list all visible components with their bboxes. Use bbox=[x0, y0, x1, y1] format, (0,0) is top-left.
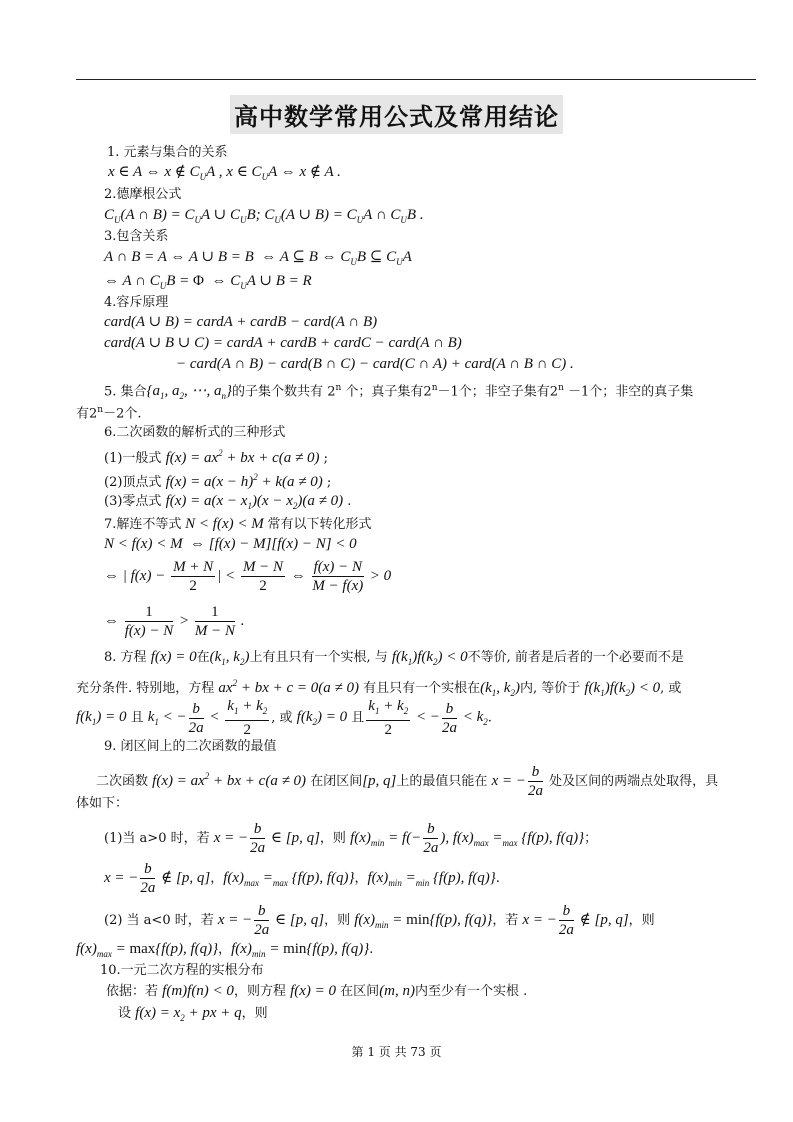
section-10-setup: 设 $f(x) = x_2$ + px + q，则 bbox=[118, 1005, 268, 1023]
section-4-formula-1: card(A ∪ B) = cardA + cardB − card(A ∩ B) bbox=[104, 314, 378, 330]
section-3-formula-1: A ∩ B = A ⇔ A ∪ B = B ⇔ A ⊆ B ⇔ $C_UB$ ⊆ $C_UA$ bbox=[104, 249, 412, 267]
section-7-formula-2: ⇔ | f(x) − $\frac{M + N}{2}$ | < $\frac{M - N}{2}$ ⇔ $\frac{f(x) - N}{M - f(x)}$ > 0 bbox=[104, 559, 392, 594]
section-5-line-2: 有$2^n-2$个. bbox=[76, 405, 142, 422]
section-6-vertex-form: (2)顶点式 $f(x) = a(x - h)^2 + k(a \ne 0)$ ; bbox=[104, 472, 332, 490]
section-4-heading: 4.容斥原理 bbox=[104, 295, 169, 310]
section-6-general-form: (1)一般式 $f(x) = ax^2$ + bx + c(a ≠ 0) ; bbox=[104, 448, 328, 466]
section-7-formula-1: N < f(x) < M ⇔ [f(x) − M][f(x) − N] < 0 bbox=[104, 536, 357, 552]
section-8-line-2: 充分条件. 特别地，方程 $ax^2$ + bx + c = 0(a ≠ 0) 有且只有一个实根在($k_1$, $k_2$)内, 等价于 $f(k_1)f(k_2) < 0$, 或 bbox=[76, 678, 682, 698]
section-10-heading: 10.一元二次方程的实根分布 bbox=[100, 963, 264, 978]
section-4-formula-3: − card(A ∩ B) − card(B ∩ C) − card(C ∩ A) + card(A ∩ B ∩ C) . bbox=[176, 356, 574, 372]
section-9-case-2a: (2) 当 a<0 时，若 x = − $\frac{b}{2a}$ ∈ [p, q]，则 $f(x)_{min} = \min\{f(p)$, f(q)}，若 x = − $\frac{b}{2a}$ ∉ [p, q]，则 bbox=[104, 903, 655, 938]
header-rule bbox=[76, 79, 756, 80]
section-9-line-2: 体如下： bbox=[76, 796, 129, 811]
section-2-formula: $C_U(A$ ∩ $B) = C_UA$ ∪ $C_UB$; $C_U(A$ ∪ $B) = C_UA$ ∩ $C_UB$ . bbox=[104, 207, 424, 225]
page-footer: 第 1 页 共 73 页 bbox=[351, 1045, 442, 1059]
section-6-heading: 6.二次函数的解析式的三种形式 bbox=[104, 425, 286, 440]
section-3-formula-2: ⇔ A ∩ $C_UB = \Phi$ ⇔ $C_UA$ ∪ B = R bbox=[104, 273, 312, 291]
section-9-case-1a: (1)当 a>0 时，若 x = − $\frac{b}{2a}$ ∈ [p, q]，则 $f(x)_{min} = f(-$ $\frac{b}{2a}$ ), $f(x)_{max} =_{max}$ {f(p), f(q)}； bbox=[104, 821, 598, 856]
page-title: 高中数学常用公式及常用结论 bbox=[0, 95, 793, 134]
section-1-heading: 1. 元素与集合的关系 bbox=[107, 145, 228, 160]
section-8-line-3: $f(k_1) = 0$ 且 $k_1$ < − $\frac{b}{2a}$ < $\frac{k_1 + k_2}{2}$ , 或 $f(k_2) = 0$ 且 $\frac{k_1 + k_2}{2}$ < − $\frac{b}{2a}$ < $k_2$. bbox=[76, 698, 492, 738]
section-9-case-1b: x = − $\frac{b}{2a}$ ∉ [p, q]，$f(x)_{max} =_{max}$ {f(p), f(q)}，$f(x)_{min} =_{min}$ {f(p), f(q)}. bbox=[104, 861, 500, 896]
section-4-formula-2: card(A ∪ B ∪ C) = cardA + cardB + cardC − card(A ∩ B) bbox=[104, 335, 462, 351]
section-1-formula: x ∈ A ⇔ x ∉ $C_UA$ , x ∈ $C_UA$ ⇔ x ∉ A . bbox=[108, 164, 341, 182]
section-9-line-1: 二次函数 $f(x) = ax^2$ + bx + c(a ≠ 0) 在闭区间[p, q]上的最值只能在 x = − $\frac{b}{2a}$ 处及区间的两端点处取得，具 bbox=[96, 764, 719, 799]
section-9-case-2b: $f(x)_{max} = \max\{f(p)$, f(q)}，$f(x)_{min} = \min\{f(p)$, f(q)}. bbox=[76, 941, 374, 959]
section-6-zero-form: (3)零点式 $f(x) = a(x - x_1)(x - x_2)(a \ne 0)$ . bbox=[104, 493, 352, 511]
section-7-formula-3: ⇔ $\frac{1}{f(x) - N}$ > $\frac{1}{M - N}$ . bbox=[104, 604, 245, 639]
section-7-heading: 7.解连不等式 N < f(x) < M 常有以下转化形式 bbox=[104, 516, 372, 532]
section-8-line-1: 8. 方程 f(x) = 0在($k_1$, $k_2$)上有且只有一个实根, 与 $f(k_1)f(k_2) < 0$不等价, 前者是后者的一个必要而不是 bbox=[104, 649, 684, 667]
section-5-line-1: 5. 集合{$a_1$, $a_2$, ⋯, $a_n$}的子集个数共有 2$^n$ 个；真子集有$2^n-1$个；非空子集有2$^n$ －1个；非空的真子集 bbox=[104, 383, 694, 402]
section-10-basis: 依据：若 f(m)f(n) < 0，则方程 f(x) = 0 在区间(m, n)内至少有一个实根 . bbox=[106, 983, 528, 999]
section-3-heading: 3.包含关系 bbox=[104, 229, 169, 244]
section-9-heading: 9. 闭区间上的二次函数的最值 bbox=[104, 739, 277, 754]
section-2-heading: 2.德摩根公式 bbox=[104, 187, 182, 202]
